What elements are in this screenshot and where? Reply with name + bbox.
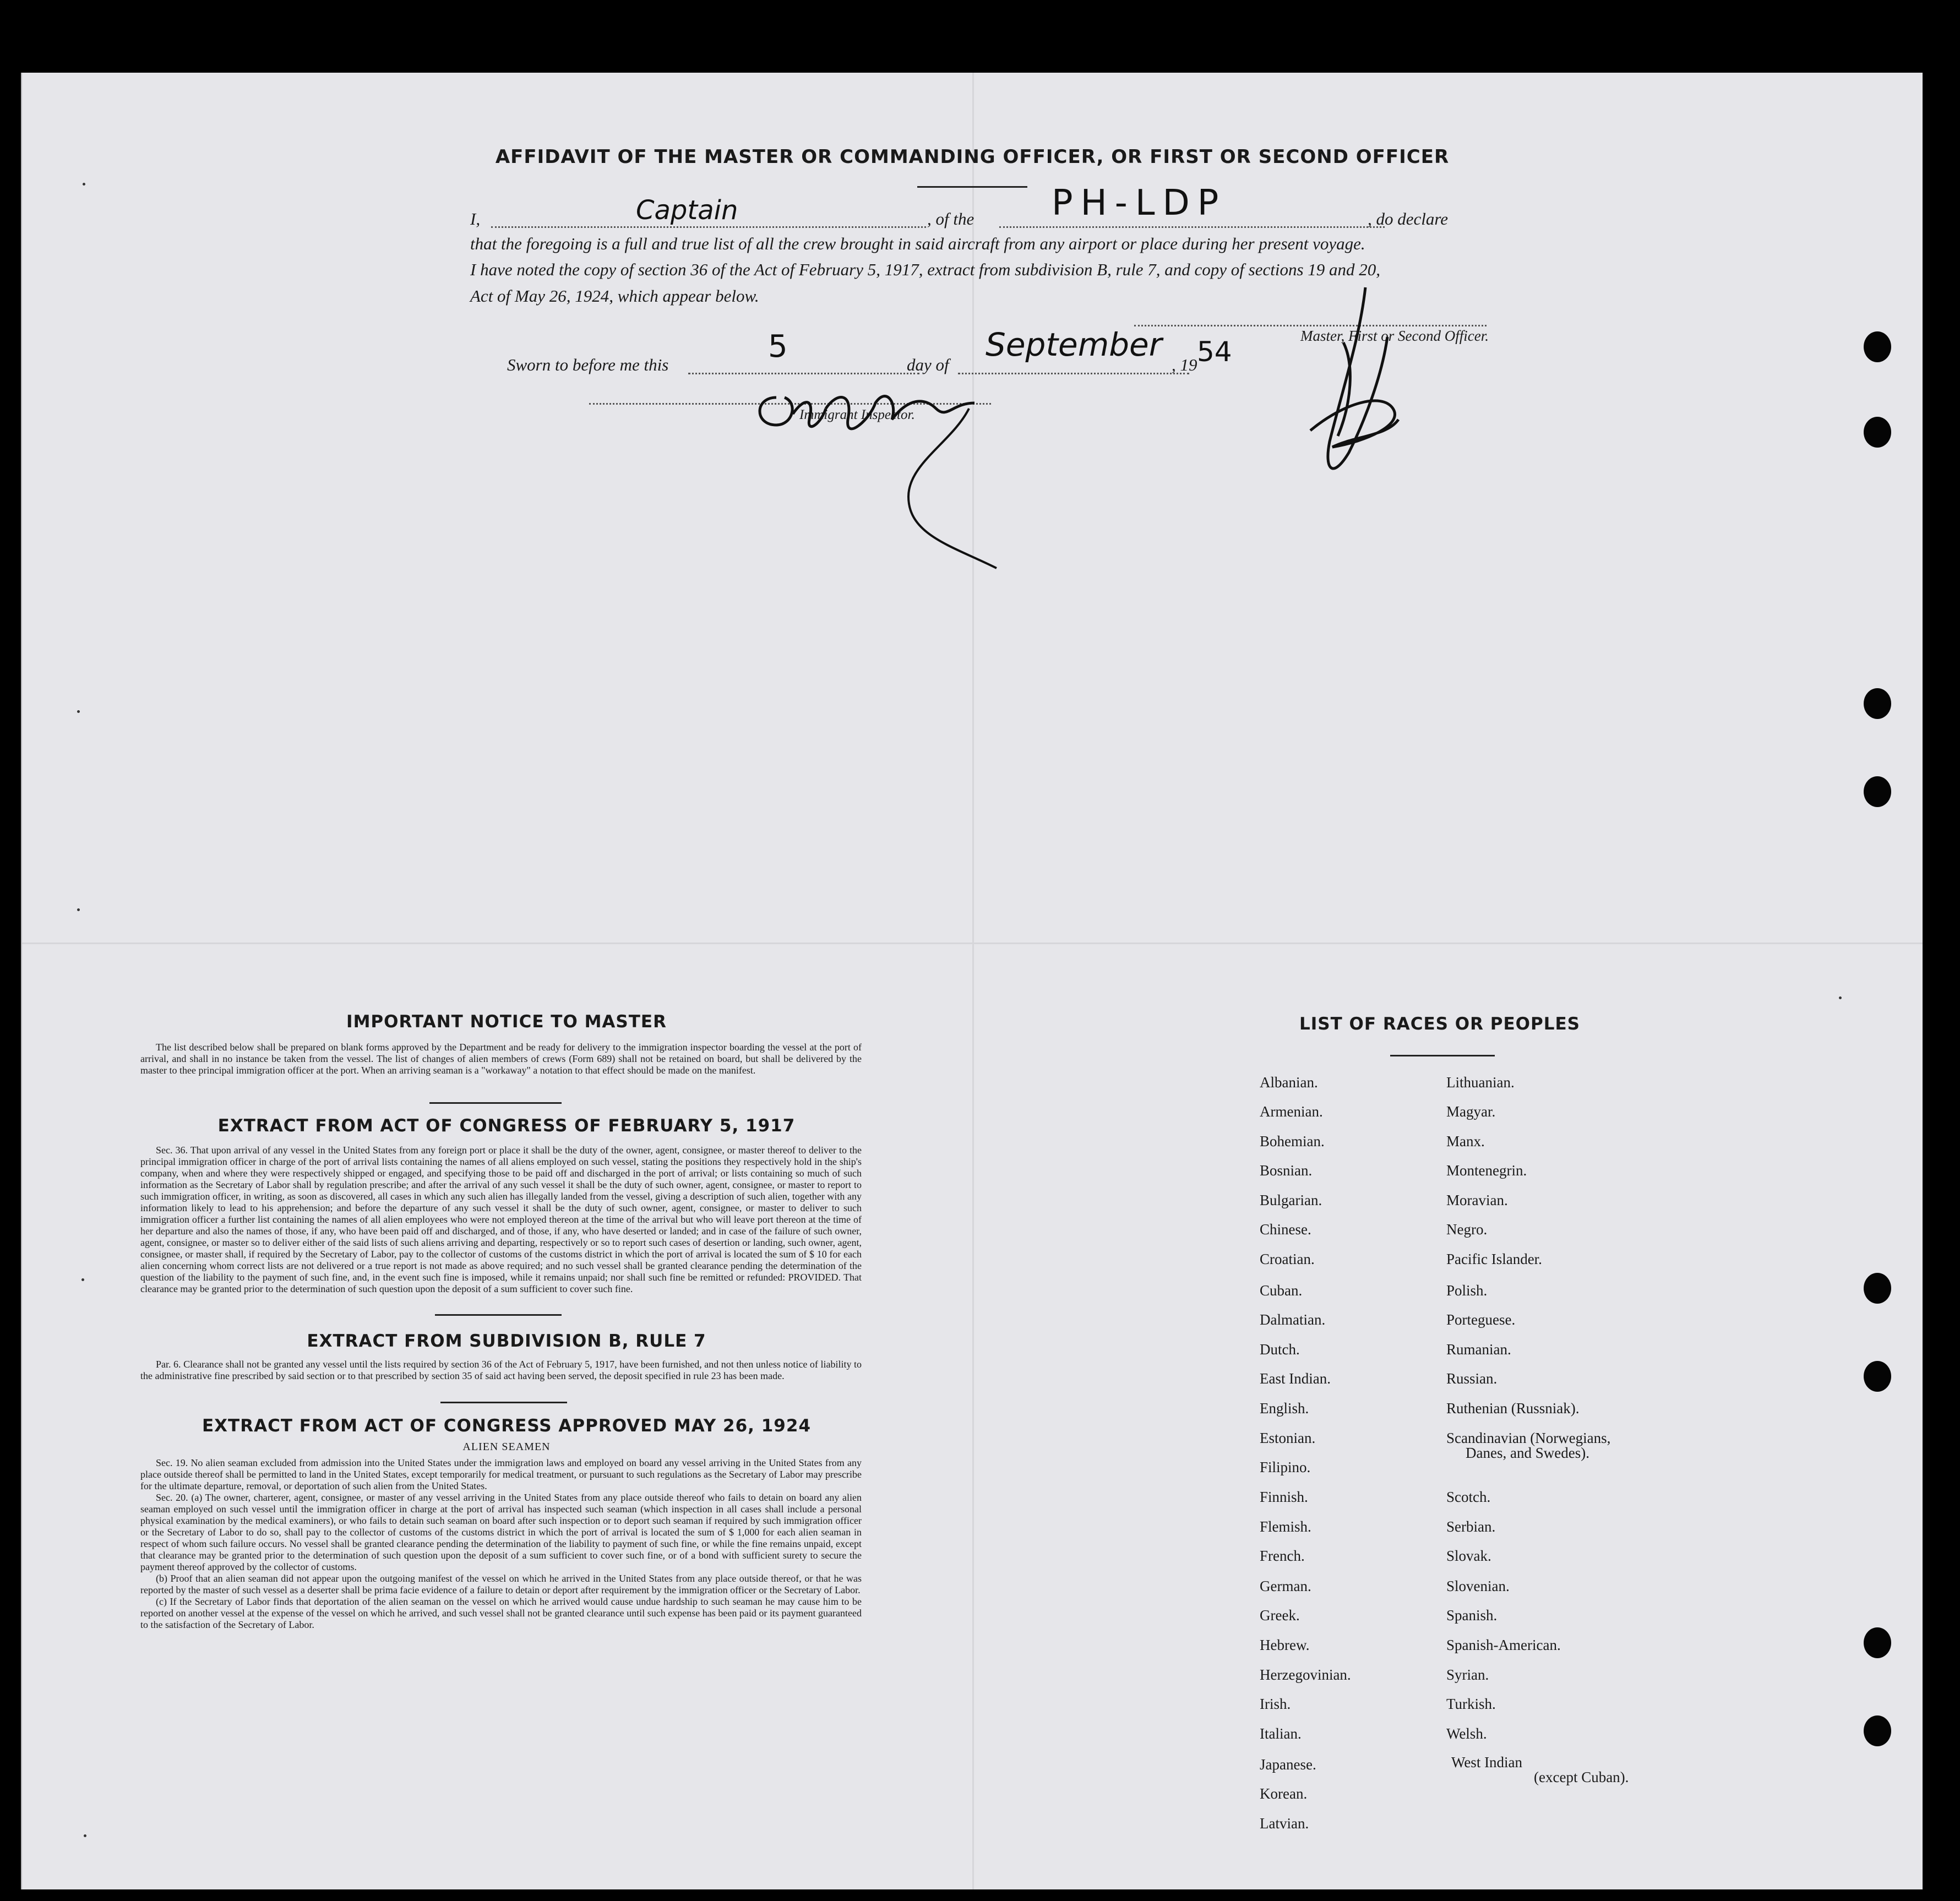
year-prefix-text: , 19 xyxy=(1172,355,1197,374)
extract-rule7-body xyxy=(140,1359,862,1382)
race-item: Montenegrin. xyxy=(1446,1162,1527,1179)
race-item: Filipino. xyxy=(1260,1459,1311,1475)
punch-hole xyxy=(1864,776,1891,807)
notice-text: The list described below shall be prepared on blank forms approved by the Department and be ready for delivery to the immigration inspector boarding the vessel at the port of arrival, and shall in no instance be taken from the vessel. The list of changes of alien members of crews (Form 689) shall not be retained on board, but shall be delivered by the master to thee principal immigration officer at the port. When an arriving seaman is a "workaway" a notation to that effect should be made on the manifest. xyxy=(140,1042,862,1076)
races-title: LIST OF RACES OR PEOPLES xyxy=(1299,1014,1581,1034)
notice-title: IMPORTANT NOTICE TO MASTER xyxy=(346,1012,667,1032)
extract-1917-body xyxy=(140,1145,862,1295)
fold-line-vertical xyxy=(972,73,974,1889)
notice-body xyxy=(140,1042,862,1076)
day-of-text: day of xyxy=(907,355,949,374)
extract-1924-title: EXTRACT FROM ACT OF CONGRESS APPROVED MAY 26, 1924 xyxy=(202,1416,812,1436)
of-the-text: , of the xyxy=(927,209,974,228)
race-item: Dutch. xyxy=(1260,1341,1300,1358)
handwritten-month: September xyxy=(986,326,1162,363)
inspector-label: Immigrant Inspector. xyxy=(799,407,915,422)
race-item: Albanian. xyxy=(1260,1074,1318,1091)
race-item: Irish. xyxy=(1260,1696,1291,1712)
affiant-i: I, xyxy=(470,209,481,228)
race-item: Russian. xyxy=(1446,1370,1498,1387)
extract-1917-text: Sec. 36. That upon arrival of any vessel in the United States from any foreign port or place it shall be the duty of the owner, agent, consignee, or master thereof to deliver to the principal immigration officer in charge of the port of arrival lists containing the names of all aliens employed on such vessel, stating the positions they respectively hold in the ship's company, when and where they were respectively shipped or engaged, and specifying those to be paid off and discharged in the port of arrival; or lists containing so much of such information as the Secretary of Labor shall by regulation prescribe; and after the arrival of any such vessel it shall be the duty of such owner, agent, consignee, or master to report to such immigration officer, in writing, as soon as discovered, all cases in which any such alien has illegally landed from the vessel, giving a description of such alien, together with any information likely to lead to his apprehension; and before the departure of any such vessel it shall be the duty of such owner, agent, consignee, or master to deliver to such immigration officer a further list containing the names of all alien employees who were not employed thereon at the time of the arrival but who will leave port thereon at the time of her departure and also the names of those, if any, who have been paid off and discharged, and of those, if any, who have deserted or landed; and in case of the failure of such owner, agent, consignee, or master so to deliver either of the said lists of such aliens arriving and departing, respectively or so to report such cases of desertion or landing, such owner, agent, consignee, or master shall, if required by the Secretary of Labor, pay to the collector of customs of the customs district in which the port of arrival is located the sum of $ 10 for each alien concerning whom correct lists are not delivered or a true report is not made as above required; and no such vessel shall be granted clearance pending the determination of the question of the liability to the payment of such fine, and, in the event such fine is imposed, while it remains unpaid; nor shall such fine be remitted or refunded: PROVIDED. That clearance may be granted prior to the determination of such question upon the deposit of a sum sufficient to cover such fine. xyxy=(140,1145,862,1294)
extract-rule7-text: Par. 6. Clearance shall not be granted any vessel until the lists required by section 36 of the Act of February 5, 1917, have been furnished, and not then unless notice of liability to the administrative fine prescribed by said section or to that prescribed by section 35 of said act having been served, the deposit specified in rule 23 has been made. xyxy=(140,1359,862,1381)
document-page xyxy=(21,73,1923,1889)
race-item: Spanish-American. xyxy=(1446,1637,1561,1653)
punch-hole xyxy=(1864,1361,1891,1392)
sworn-text: Sworn to before me this xyxy=(507,355,669,374)
race-item: Syrian. xyxy=(1446,1666,1489,1683)
punch-hole xyxy=(1864,688,1891,719)
race-item: Moravian. xyxy=(1446,1192,1508,1208)
race-item: (except Cuban). xyxy=(1534,1769,1629,1785)
extract-1917-rule xyxy=(435,1314,562,1316)
race-item: East Indian. xyxy=(1260,1370,1331,1387)
affidavit-title: AFFIDAVIT OF THE MASTER OR COMMANDING OFFICER, OR FIRST OR SECOND OFFICER xyxy=(495,146,1450,168)
race-item: Lithuanian. xyxy=(1446,1074,1515,1091)
race-item: Estonian. xyxy=(1260,1430,1316,1446)
race-item: Flemish. xyxy=(1260,1518,1311,1535)
extract-rule7-title: EXTRACT FROM SUBDIVISION B, RULE 7 xyxy=(307,1331,706,1351)
extract-1924-sec20b: (b) Proof that an alien seaman did not appear upon the outgoing manifest of the vessel on which he arrived in the United States from any place outside thereof, or that he was reported by the master of such vessel as a deserter shall be prima facie evidence of a failure to detain or deport after requirement by the immigration officer or the Secretary of Labor. xyxy=(140,1573,862,1595)
inspector-signature xyxy=(743,364,1030,618)
race-item: Herzegovinian. xyxy=(1260,1666,1351,1683)
race-item: Welsh. xyxy=(1446,1725,1487,1742)
master-signature-label: Master, First or Second Officer. xyxy=(1300,328,1489,344)
race-item: Latvian. xyxy=(1260,1815,1309,1832)
race-item: West Indian xyxy=(1451,1754,1523,1771)
extract-1924-sec19: Sec. 19. No alien seaman excluded from admission into the United States under the immigration laws and employed on board any vessel arriving in the United States from any place outside thereof shall be permitted to land in the United States, except temporarily for medical treatment, or pursuant to such regulations as the Secretary of Labor may prescribe for the ultimate departure, removal, or deportation of such alien from the United States. xyxy=(140,1457,862,1491)
handwritten-aircraft: PH-LDP xyxy=(1052,183,1227,224)
punch-hole xyxy=(1864,1273,1891,1304)
race-item: Bohemian. xyxy=(1260,1133,1325,1150)
affidavit-line-2: that the foregoing is a full and true list of all the crew brought in said aircraft from any airport or place during her present voyage. xyxy=(470,234,1365,253)
paper-speck xyxy=(81,1278,84,1281)
race-item: French. xyxy=(1260,1548,1305,1564)
race-item: Porteguese. xyxy=(1446,1311,1516,1328)
affidavit-line-3: I have noted the copy of section 36 of the Act of February 5, 1917, extract from subdivision B, rule 7, and copy of sections 19 and 20, xyxy=(470,260,1381,279)
affidavit-line-4: Act of May 26, 1924, which appear below. xyxy=(470,286,759,306)
paper-speck xyxy=(1839,996,1842,999)
punch-hole xyxy=(1864,417,1891,448)
punch-hole xyxy=(1864,1627,1891,1658)
race-item: Negro. xyxy=(1446,1221,1488,1238)
paper-speck xyxy=(83,183,85,186)
race-item: Finnish. xyxy=(1260,1489,1308,1505)
punch-hole xyxy=(1864,1715,1891,1746)
race-item: Hebrew. xyxy=(1260,1637,1310,1653)
extract-1924-body xyxy=(140,1457,862,1631)
race-item: Cuban. xyxy=(1260,1282,1303,1299)
notice-rule xyxy=(429,1102,562,1104)
paper-speck xyxy=(77,908,80,911)
race-item: Armenian. xyxy=(1260,1103,1323,1120)
handwritten-day: 5 xyxy=(768,329,788,364)
race-item: Italian. xyxy=(1260,1725,1302,1742)
extract-rule7-rule xyxy=(440,1402,567,1403)
alien-seamen-subtitle: ALIEN SEAMEN xyxy=(462,1441,551,1453)
race-item: Bosnian. xyxy=(1260,1162,1313,1179)
race-item: Danes, and Swedes). xyxy=(1466,1445,1589,1461)
race-item: Manx. xyxy=(1446,1133,1485,1150)
extract-1917-title: EXTRACT FROM ACT OF CONGRESS OF FEBRUARY 5, 1917 xyxy=(217,1116,796,1136)
handwritten-year: 54 xyxy=(1197,336,1232,368)
race-item: Turkish. xyxy=(1446,1696,1496,1712)
paper-speck xyxy=(84,1834,86,1837)
master-signature xyxy=(1277,276,1453,497)
race-item: Bulgarian. xyxy=(1260,1192,1322,1208)
race-item: Chinese. xyxy=(1260,1221,1311,1238)
race-item: Polish. xyxy=(1446,1282,1488,1299)
race-item: Scandinavian (Norwegians, xyxy=(1446,1430,1611,1446)
race-item: Greek. xyxy=(1260,1607,1300,1624)
race-item: Slovak. xyxy=(1446,1548,1491,1564)
extract-1924-sec20a: Sec. 20. (a) The owner, charterer, agent, consignee, or master of any vessel arriving in the United States from any place outside thereof who fails to detain on board any alien seaman employed on such vessel until the immigration officer in charge at the port of arrival has inspected such seaman (which inspection in all cases shall include a personal physical examination by the medical examiners), or who fails to detain such seaman on board after such inspection or to deport such seaman if required by such immigration officer or the Secretary of Labor to do so, shall pay to the collector of customs of the customs district in which the port of arrival is located the sum of $ 1,000 for each alien seaman in respect of whom such failure occurs. No vessel shall be granted clearance pending the determination of the liability to payment of such fine, or while the fine remains unpaid, except that clearance may be granted prior to the determination of such question upon the deposit of a sum sufficient to cover such fine, or of a bond with sufficient surety to secure the payment thereof approved by the collector of customs. xyxy=(140,1492,862,1572)
extract-1924-sec20c: (c) If the Secretary of Labor finds that deportation of the alien seaman on the vessel on which he arrived would cause undue hardship to such seaman he may cause him to be reported on another vessel at the expense of the vessel on which he arrived, and such vessel shall not be granted clearance until such expense has been paid or its payment guaranteed to the satisfaction of the Secretary of Labor. xyxy=(140,1596,862,1630)
race-item: Japanese. xyxy=(1260,1756,1316,1773)
race-item: Dalmatian. xyxy=(1260,1311,1326,1328)
races-rule xyxy=(1390,1055,1495,1056)
race-item: Serbian. xyxy=(1446,1518,1496,1535)
race-item: Korean. xyxy=(1260,1785,1308,1802)
race-item: English. xyxy=(1260,1400,1309,1417)
race-item: Pacific Islander. xyxy=(1446,1251,1542,1267)
title-rule xyxy=(917,186,1027,188)
name-blank-line xyxy=(491,226,926,228)
punch-hole xyxy=(1864,331,1891,362)
race-item: Spanish. xyxy=(1446,1607,1498,1624)
race-item: Scotch. xyxy=(1446,1489,1491,1505)
handwritten-rank: Captain xyxy=(636,195,738,226)
race-item: Ruthenian (Russniak). xyxy=(1446,1400,1580,1417)
do-declare-text: , do declare xyxy=(1368,209,1449,228)
race-item: Rumanian. xyxy=(1446,1341,1511,1358)
aircraft-blank-line xyxy=(999,226,1385,228)
race-item: Croatian. xyxy=(1260,1251,1315,1267)
race-item: Magyar. xyxy=(1446,1103,1496,1120)
race-item: German. xyxy=(1260,1578,1311,1594)
paper-speck xyxy=(77,710,80,713)
race-item: Slovenian. xyxy=(1446,1578,1510,1594)
